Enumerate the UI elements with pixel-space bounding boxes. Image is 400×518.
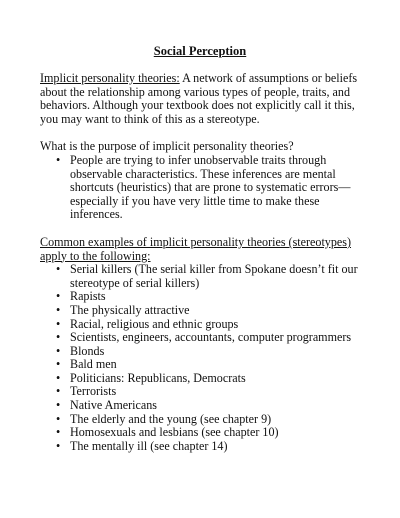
list-item: • The elderly and the young (see chapter 9)	[70, 413, 360, 427]
list-item: • Terrorists	[70, 385, 360, 399]
list-item: • Homosexuals and lesbians (see chapter 10)	[70, 426, 360, 440]
list-item: • Scientists, engineers, accountants, computer programmers	[70, 331, 360, 345]
list-item: • Serial killers (The serial killer from Spokane doesn’t fit our stereotype of serial killers)	[70, 263, 360, 290]
list-item: • Racial, religious and ethnic groups	[70, 318, 360, 332]
list-item: • People are trying to infer unobservable traits through observable characteristics. These inferences are mental shortcuts (heuristics) that are prone to systematic errors—especially if you have very little time to make these inferences.	[70, 154, 360, 222]
intro-text: A network of assumptions or beliefs about the relationship among various types of people, traits, and behaviors. Although your textbook does not explicitly call it this, you may want to think of this as a stereotype.	[40, 71, 358, 126]
list-item: • Bald men	[70, 358, 360, 372]
purpose-question: What is the purpose of implicit personality theories?	[40, 139, 294, 154]
intro-paragraph	[40, 72, 360, 126]
list-item: • Native Americans	[70, 399, 360, 413]
examples-list	[40, 263, 360, 453]
purpose-list	[40, 154, 360, 222]
page-title: Social Perception	[153, 44, 247, 58]
list-item: • Blonds	[70, 345, 360, 359]
list-item: • The mentally ill (see chapter 14)	[70, 440, 360, 454]
list-item: • The physically attractive	[70, 304, 360, 318]
purpose-section	[40, 140, 360, 222]
examples-section	[40, 236, 360, 454]
list-item: • Politicians: Republicans, Democrats	[70, 372, 360, 386]
list-item: • Rapists	[70, 290, 360, 304]
examples-heading: Common examples of implicit personality theories (stereotypes) apply to the following:	[40, 234, 352, 263]
intro-term: Implicit personality theories:	[40, 71, 180, 85]
